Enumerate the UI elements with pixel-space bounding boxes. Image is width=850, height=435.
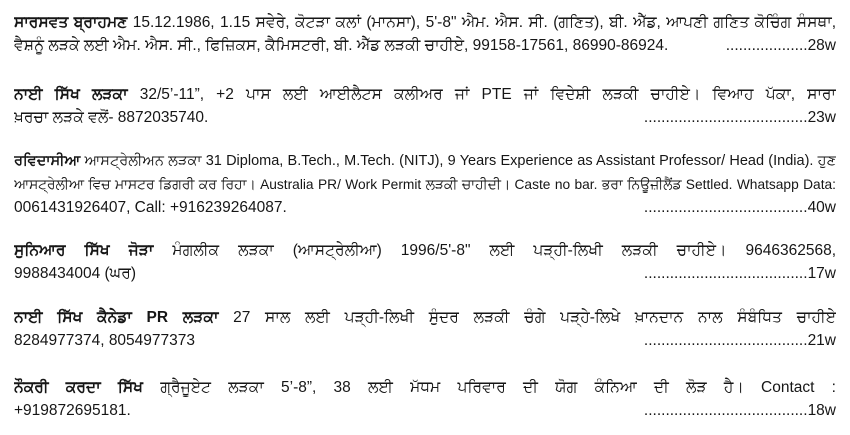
ad-last-line — [14, 34, 836, 57]
matrimonial-ad — [14, 306, 836, 352]
ad-contact-text: ਖ਼ਰਚਾ ਲੜਕੇ ਵਲੋਂ- 8872035740. — [14, 109, 209, 126]
ad-text: 32/5’-11”, +2 ਪਾਸ ਲਈ ਆਈਲੈਟਸ ਕਲੀਅਰ ਜਾਂ PTE ਜਾਂ ਵਿਦੇਸ਼ੀ ਲੜਕੀ ਚਾਹੀਏ। ਵਿਆਹ ਪੱਕਾ, ਸਾਰਾ — [139, 86, 836, 103]
matrimonial-ad — [14, 239, 836, 285]
ad-text-line — [14, 173, 836, 196]
matrimonial-ad — [14, 376, 836, 422]
leader-dots: ...................................... — [643, 199, 808, 216]
classifieds-column — [14, 0, 836, 435]
ad-last-line — [14, 399, 836, 422]
ad-last-line — [14, 106, 836, 129]
ad-word-count: 18w — [807, 402, 836, 419]
leader-dots: ...................................... — [643, 402, 808, 419]
ad-last-line — [14, 262, 836, 285]
ad-word-count: 17w — [807, 265, 836, 282]
ad-contact-text: 0061431926407, Call: +916239264087. — [14, 199, 287, 216]
ad-contact-text: 9988434004 (ਘਰ) — [14, 265, 136, 282]
ad-first-line — [14, 376, 836, 399]
ad-first-line — [14, 83, 836, 106]
ad-first-line — [14, 150, 836, 173]
ad-heading: ਨਾਈ ਸਿੱਖ ਕੈਨੇਡਾ PR ਲੜਕਾ — [14, 309, 219, 326]
ad-last-line — [14, 329, 836, 352]
ad-heading: ਨਾਈ ਸਿੱਖ ਲੜਕਾ — [14, 86, 128, 103]
ad-text: ਆਸਟ੍ਰੇਲੀਆ ਵਿਚ ਮਾਸਟਰ ਡਿਗਰੀ ਕਰ ਰਿਹਾ। Australia PR/ Work Permit ਲੜਕੀ ਚਾਹੀਦੀ। Caste no bar. ਭਰਾ ਨਿਊਜ਼ੀਲੈਂਡ Settled. Whatsapp Data: — [14, 177, 836, 192]
ad-first-line — [14, 306, 836, 329]
ad-text: ਆਸਟ੍ਰੇਲੀਅਨ ਲੜਕਾ 31 Diploma, B.Tech., M.Tech. (NITJ), 9 Years Experience as Assistant Professor/ Head (India). ਹੁਣ — [84, 153, 836, 169]
leader-dots: ................... — [725, 37, 808, 54]
ad-text: 15.12.1986, 1.15 ਸਵੇਰੇ, ਕੋਟੜਾ ਕਲਾਂ (ਮਾਨਸਾ), 5'-8" ਐਮ. ਐਸ. ਸੀ. (ਗਣਿਤ), ਬੀ. ਐੱਡ, ਆਪਣੀ ਗਣਿਤ ਕੋਚਿੰਗ ਸੰਸਥਾ, — [132, 14, 836, 31]
ad-word-count: 40w — [807, 199, 836, 216]
ad-first-line — [14, 11, 836, 34]
ad-heading: ਨੌਕਰੀ ਕਰਦਾ ਸਿੱਖ — [14, 379, 143, 396]
ad-word-count: 28w — [807, 37, 836, 54]
matrimonial-ad — [14, 83, 836, 129]
ad-word-count: 23w — [807, 109, 836, 126]
leader-dots: ...................................... — [643, 332, 808, 349]
ad-last-line — [14, 196, 836, 219]
matrimonial-ad — [14, 150, 836, 219]
ad-contact-text: 8284977374, 8054977373 — [14, 332, 196, 349]
ad-heading: ਸਾਰਸਵਤ ਬ੍ਰਾਹਮਣ — [14, 14, 128, 31]
ad-word-count: 21w — [807, 332, 836, 349]
ad-contact-text: ਵੈਸ਼ਨੂੰ ਲੜਕੇ ਲਈ ਐਮ. ਐਸ. ਸੀ., ਫਿਜ਼ਿਕਸ, ਕੈਮਿਸਟਰੀ, ਬੀ. ਐੱਡ ਲੜਕੀ ਚਾਹੀਏ, 99158-17561, 86990-86924. — [14, 37, 669, 54]
leader-dots: ...................................... — [643, 109, 808, 126]
ad-first-line — [14, 239, 836, 262]
ad-contact-text: +919872695181. — [14, 402, 131, 419]
ad-heading: ਰਵਿਦਾਸੀਆ — [14, 153, 81, 169]
ad-text: ਗ੍ਰੈਜੂਏਟ ਲੜਕਾ 5’-8”, 38 ਲਈ ਮੱਧਮ ਪਰਿਵਾਰ ਦੀ ਯੋਗ ਕੰਨਿਆ ਦੀ ਲੋੜ ਹੈ। Contact : — [160, 379, 836, 396]
leader-dots: ...................................... — [643, 265, 808, 282]
matrimonial-ad — [14, 11, 836, 57]
ad-text: 27 ਸਾਲ ਲਈ ਪੜ੍ਹੀ-ਲਿਖੀ ਸੁੰਦਰ ਲੜਕੀ ਚੰਗੇ ਪੜ੍ਹੇ-ਲਿਖੇ ਖ਼ਾਨਦਾਨ ਨਾਲ ਸੰਬੰਧਿਤ ਚਾਹੀਏ — [233, 309, 836, 326]
ad-heading: ਸੁਨਿਆਰ ਸਿੱਖ ਜੋੜਾ — [14, 242, 154, 259]
ad-text: ਮੰਗਲੀਕ ਲੜਕਾ (ਆਸਟ੍ਰੇਲੀਆ) 1996/5'-8" ਲਈ ਪੜ੍ਹੀ-ਲਿਖੀ ਲੜਕੀ ਚਾਹੀਏ। 9646362568, — [172, 242, 836, 259]
